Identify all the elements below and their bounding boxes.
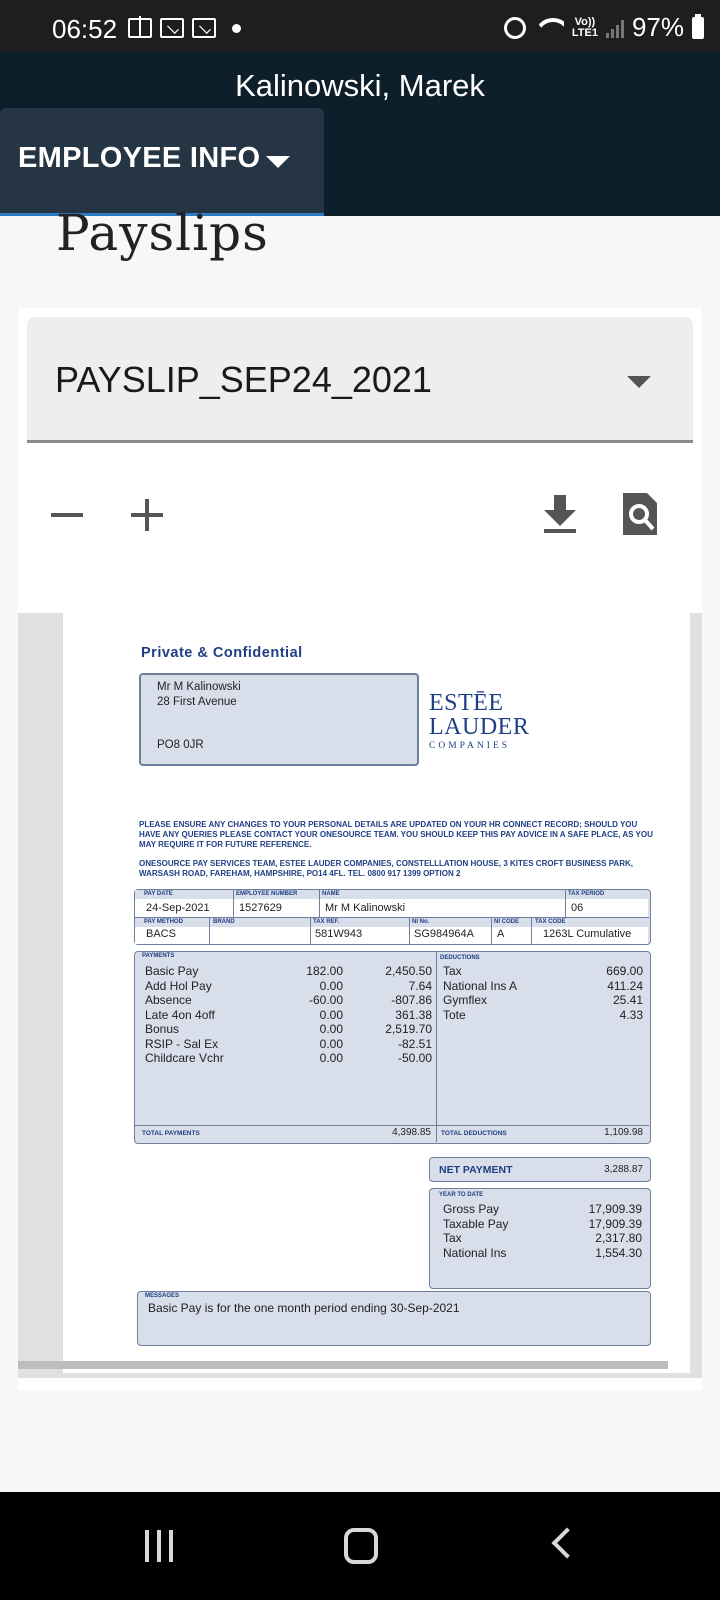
payment-amount: 2,519.70 bbox=[385, 1022, 432, 1036]
payment-units: 0.00 bbox=[319, 1036, 343, 1051]
minus-icon bbox=[51, 513, 83, 517]
battery-percent: 97% bbox=[631, 12, 684, 42]
chevron-down-icon bbox=[627, 376, 651, 388]
payment-name: Childcare Vchr bbox=[145, 1051, 224, 1065]
status-bar bbox=[0, 0, 720, 52]
payments-deductions-box bbox=[134, 951, 651, 1144]
payment-amount: 361.38 bbox=[395, 1007, 432, 1022]
app-bar bbox=[0, 52, 720, 216]
ytd-amount: 1,554.30 bbox=[595, 1245, 642, 1260]
mail-icon bbox=[160, 18, 184, 38]
zoom-out-button[interactable] bbox=[43, 490, 93, 540]
year-to-date-box bbox=[429, 1188, 651, 1289]
user-name: Kalinowski, Marek bbox=[235, 68, 485, 103]
download-icon bbox=[535, 488, 585, 538]
confidential-header: Private & Confidential bbox=[141, 645, 303, 661]
messages-label: MESSAGES bbox=[145, 1293, 180, 1299]
net-payment: 3,288.87 bbox=[604, 1164, 643, 1175]
total-deductions: 1,109.98 bbox=[604, 1127, 643, 1138]
employee-info-box: PAY DATE EMPLOYEE NUMBER NAME TAX PERIOD PAY METHOD BRAND TAX REF. NI No. NI CODE TAX CODE 24-Sep-2021 1527629 Mr M Kalinowski 06 BACS 581W943 SG984964A A 1263L Cumulative bbox=[134, 889, 651, 945]
more-notifications-icon bbox=[232, 24, 241, 33]
back-button[interactable] bbox=[551, 1527, 582, 1558]
deduction-amount: 25.41 bbox=[612, 993, 643, 1007]
tax-ref: 581W943 bbox=[315, 928, 363, 940]
deduction-name: Gymflex bbox=[443, 993, 488, 1007]
employee-info-menu[interactable] bbox=[0, 108, 324, 216]
chevron-down-icon bbox=[266, 156, 290, 168]
total-payments: 4,398.85 bbox=[392, 1127, 431, 1138]
message-text: Basic Pay is for the one month period ending 30-Sep-2021 bbox=[148, 1301, 460, 1315]
notice-text: PLEASE ENSURE ANY CHANGES TO YOUR PERSONAL DETAILS ARE UPDATED ON YOUR HR CONNECT RECORD; SHOULD YOU HAVE ANY QUERIES PLEASE CONTACT YOUR ONESOURCE TEAM. YOU SHOULD KEEP THIS PAY ADVICE IN A SAFE PLACE, AS YOU MAY REQUIRE IT FOR FUTURE REFERENCE. bbox=[139, 820, 653, 849]
employee-name: Mr M Kalinowski bbox=[325, 902, 406, 914]
signal-icon bbox=[606, 18, 624, 38]
pay-date: 24-Sep-2021 bbox=[146, 902, 210, 914]
file-search-icon bbox=[615, 488, 665, 538]
payment-amount: -50.00 bbox=[397, 1051, 432, 1065]
payment-amount: 7.64 bbox=[408, 978, 432, 993]
net-payment-label: NET PAYMENT bbox=[439, 1164, 513, 1176]
payslip-select-value: PAYSLIP_SEP24_2021 bbox=[55, 359, 432, 400]
payment-name: Absence bbox=[145, 993, 192, 1007]
address-line: PO8 0JR bbox=[157, 739, 204, 751]
recent-apps-button[interactable] bbox=[145, 1530, 175, 1562]
total-deductions-label: TOTAL DEDUCTIONS bbox=[441, 1130, 507, 1137]
payment-units: 0.00 bbox=[319, 1022, 343, 1036]
ytd-label: YEAR TO DATE bbox=[439, 1192, 484, 1198]
payment-name: Late 4on 4off bbox=[145, 1007, 215, 1022]
payslip-card bbox=[18, 308, 702, 1390]
payment-units: 0.00 bbox=[319, 1051, 343, 1065]
open-preview-button[interactable] bbox=[615, 488, 665, 538]
net-payment-box bbox=[429, 1157, 651, 1182]
ytd-name: Taxable Pay bbox=[443, 1216, 509, 1231]
deduction-name: Tax bbox=[443, 964, 462, 978]
address-line: Mr M Kalinowski bbox=[157, 681, 241, 693]
navigation-bar bbox=[0, 1492, 720, 1600]
address-line: 28 First Avenue bbox=[157, 696, 237, 708]
volte-indicator: Vo)) LTE1 bbox=[571, 15, 598, 39]
page-title: Payslips bbox=[56, 204, 269, 262]
contact-text: ONESOURCE PAY SERVICES TEAM, ESTEE LAUDER COMPANIES, CONSTELLLATION HOUSE, 3 KITES CROFT BUSINESS PARK, WARSASH ROAD, FAREHAM, HAMPSHIRE, PO14 4FL. TEL. 0800 917 1399 OPTION 2 bbox=[139, 859, 633, 878]
payment-name: Basic Pay bbox=[145, 964, 199, 978]
payment-units: 182.00 bbox=[306, 964, 343, 978]
payment-amount: -82.51 bbox=[397, 1036, 432, 1051]
deduction-amount: 411.24 bbox=[607, 978, 643, 993]
deduction-amount: 669.00 bbox=[606, 964, 643, 978]
alarm-icon bbox=[504, 17, 526, 39]
payment-units: 0.00 bbox=[319, 1007, 343, 1022]
tax-code: 1263L Cumulative bbox=[543, 928, 632, 940]
address-box bbox=[139, 673, 419, 766]
messages-box bbox=[137, 1291, 651, 1346]
payment-units: -60.00 bbox=[308, 993, 343, 1007]
payment-name: Add Hol Pay bbox=[145, 978, 212, 993]
ni-code: A bbox=[497, 928, 505, 940]
pay-method: BACS bbox=[146, 928, 176, 940]
payment-name: Bonus bbox=[145, 1022, 180, 1036]
battery-icon bbox=[692, 17, 704, 39]
ytd-amount: 2,317.80 bbox=[595, 1231, 642, 1245]
deduction-name: Tote bbox=[443, 1007, 466, 1022]
employee-number: 1527629 bbox=[239, 902, 282, 914]
payslip-viewer[interactable] bbox=[18, 613, 702, 1378]
deduction-name: National Ins A bbox=[443, 978, 518, 993]
payslip-document bbox=[63, 613, 690, 1373]
ni-number: SG984964A bbox=[414, 928, 474, 940]
ytd-name: National Ins bbox=[443, 1245, 507, 1260]
ytd-amount: 17,909.39 bbox=[588, 1202, 642, 1216]
ytd-name: Gross Pay bbox=[443, 1202, 500, 1216]
status-time: 06:52 bbox=[52, 14, 118, 44]
total-payments-label: TOTAL PAYMENTS bbox=[142, 1130, 200, 1137]
mail-icon bbox=[192, 18, 216, 38]
deductions-label: DEDUCTIONS bbox=[440, 955, 480, 961]
payment-amount: -807.86 bbox=[391, 993, 432, 1007]
system-icons bbox=[504, 12, 704, 43]
ytd-amount: 17,909.39 bbox=[588, 1216, 642, 1231]
payslip-select[interactable] bbox=[27, 317, 693, 443]
ytd-name: Tax bbox=[443, 1231, 462, 1245]
zoom-in-button[interactable] bbox=[123, 490, 173, 540]
deduction-amount: 4.33 bbox=[619, 1007, 643, 1022]
payment-units: 0.00 bbox=[319, 978, 343, 993]
horizontal-scrollbar[interactable] bbox=[18, 1361, 668, 1369]
payment-amount: 2,450.50 bbox=[385, 964, 432, 978]
gift-icon bbox=[128, 18, 152, 38]
wifi-icon bbox=[534, 18, 564, 38]
employee-info-label: EMPLOYEE INFO bbox=[18, 142, 261, 174]
home-button[interactable] bbox=[344, 1528, 378, 1564]
tax-period: 06 bbox=[571, 902, 584, 914]
payment-name: RSIP - Sal Ex bbox=[145, 1036, 219, 1051]
notification-icons bbox=[128, 18, 241, 38]
payments-label: PAYMENTS bbox=[142, 953, 175, 959]
company-logo: ESTĒE LAUDER COMPANIES bbox=[429, 690, 530, 751]
download-button[interactable] bbox=[535, 488, 585, 538]
